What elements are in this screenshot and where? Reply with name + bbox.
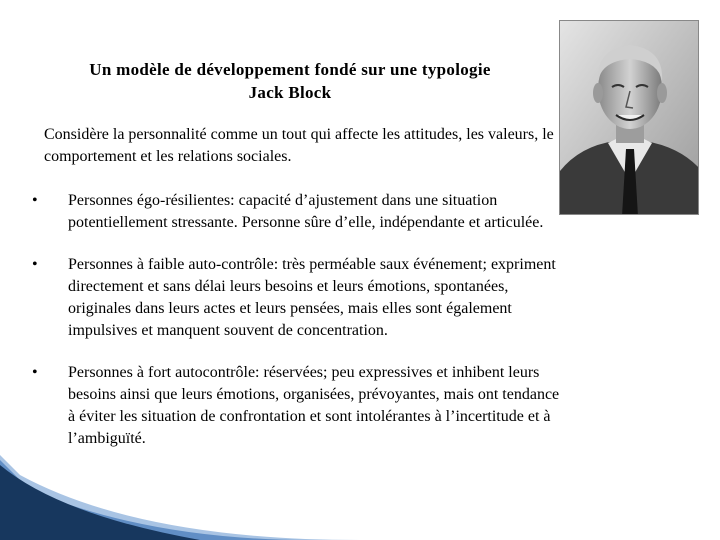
bullet-item: • Personnes à fort autocontrôle: réservées; peu expressives et inhibent leurs besoins ainsi que leurs émotions, organisées, prévoyantes, mais ont tendance à éviter les situation de confrontation et sont intolérantes à l’incertitude et à l’ambiguïté. (28, 362, 568, 450)
bullet-item: • Personnes à faible auto-contrôle: très perméable saux événement; expriment directement et sans délai leurs besoins et leurs émotions, spontanées, originales dans leurs actes et leurs pensées, mais elles sont également impulsives et manquent souvent de concentration. (28, 254, 568, 342)
slide-title (40, 58, 540, 104)
bullet-list (28, 190, 568, 450)
slide-title-line2: Jack Block (248, 83, 332, 102)
decorative-swoosh (0, 455, 720, 540)
portrait-illustration (560, 21, 699, 215)
bullet-item: • Personnes égo-résilientes: capacité d’ajustement dans une situation potentiellement stressante. Personne sûre d’elle, indépendante et articulée. (28, 190, 568, 234)
portrait-photo (559, 20, 699, 215)
intro-paragraph: Considère la personnalité comme un tout qui affecte les attitudes, les valeurs, le comportement et les relations sociales. (44, 126, 554, 165)
slide-title-line1: Un modèle de développement fondé sur une typologie (89, 60, 491, 79)
